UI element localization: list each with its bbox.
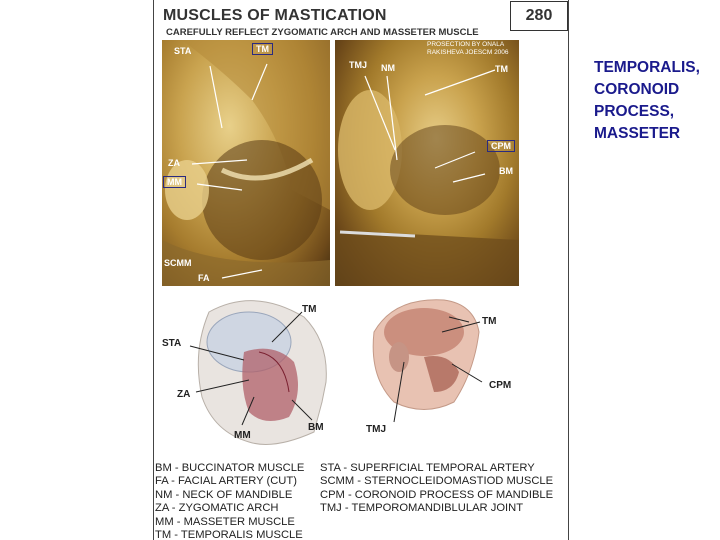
diagram-left [154,292,344,452]
legend-item: FA - FACIAL ARTERY (CUT) [155,475,297,488]
page-title: MUSCLES OF MASTICATION [163,7,387,24]
dissection-photo-right [335,40,519,286]
sidenote-line: TEMPORALIS, [594,59,700,76]
legend-right [320,462,553,516]
diagram-label-za: ZA [177,389,191,400]
legend-item: BM - BUCCINATOR MUSCLE [155,462,305,474]
diagram-label-tm-right: TM [482,316,497,327]
legend-item: SCMM - STERNOCLEIDOMASTIOD MUSCLE [320,475,554,488]
legend-item: CPM - CORONOID PROCESS OF MANDIBLE [320,488,554,501]
diagram-right [354,292,554,452]
diagram-label-sta: STA [162,338,182,349]
diagram-label-tmj: TMJ [366,424,386,435]
legend-item: NM - NECK OF MANDIBLE [155,488,293,501]
legend-item: TM - TEMPORALIS MUSCLE [155,529,303,540]
label-scmm: SCMM [164,258,192,268]
diagram-label-tm: TM [302,304,317,315]
label-tmj: TMJ [349,60,367,70]
sidenote-line: PROCESS, [594,103,675,120]
label-za: ZA [168,158,180,168]
credit-line1: PROSECTION BY ONALA [427,41,505,48]
dissection-photo-left [162,40,330,286]
legend-item: STA - SUPERFICIAL TEMPORAL ARTERY [320,462,535,474]
legend-item: TMJ - TEMPOROMANDIBLULAR JOINT [320,502,524,515]
label-nm: NM [381,63,395,73]
page-subtitle: CAREFULLY REFLECT ZYGOMATIC ARCH AND MASSETER MUSCLE [166,27,479,38]
legend-item: ZA - ZYGOMATIC ARCH [155,502,279,515]
diagram-label-mm: MM [234,430,251,441]
label-sta: STA [174,46,192,56]
sidenote-line: MASSETER [594,125,681,142]
label-mm: MM [163,176,186,188]
label-tm: TM [252,43,273,55]
label-fa: FA [198,273,210,283]
legend-item: MM - MASSETER MUSCLE [155,515,295,528]
diagram-label-cpm: CPM [489,380,512,391]
credit-line2: RAKISHEVA JOESCM 2006 [427,49,509,56]
label-bm: BM [499,166,513,176]
sidenote [594,57,700,145]
photo-left-overlay [162,40,330,286]
photo-right-overlay [335,40,519,286]
page-number: 280 [510,1,568,31]
sidenote-line: CORONOID [594,81,680,98]
label-tm: TM [495,64,508,74]
diagram-label-bm: BM [308,422,324,433]
atlas-page [153,0,569,540]
label-cpm: CPM [487,140,515,152]
legend-left [155,462,304,540]
